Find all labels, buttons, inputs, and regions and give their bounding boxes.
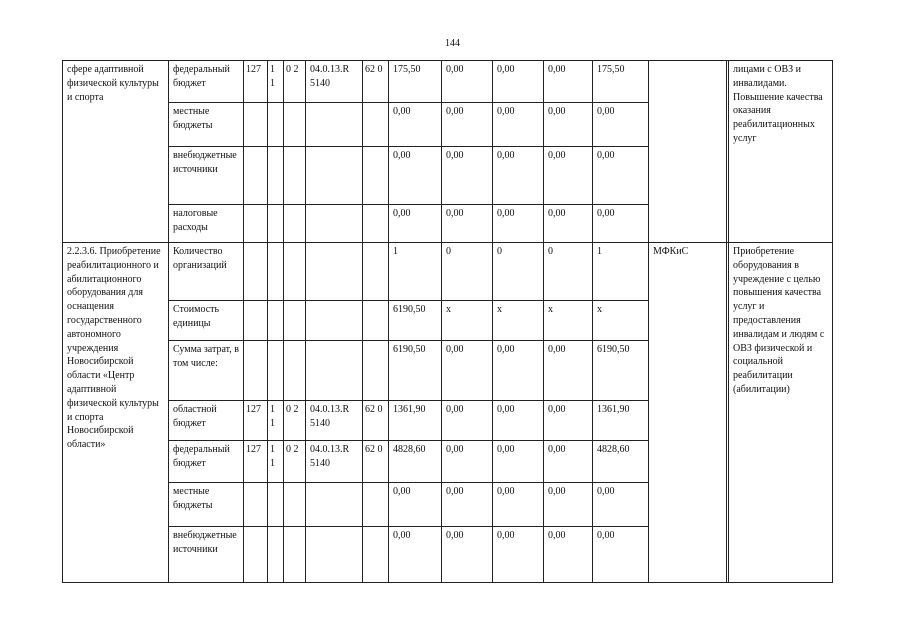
- table-cell: 6190,50: [389, 301, 442, 341]
- table-cell: [306, 527, 363, 583]
- table-cell: 4828,60: [389, 441, 442, 483]
- table-cell: [284, 147, 306, 205]
- table-cell: 0,00: [389, 527, 442, 583]
- table-cell: 127: [244, 401, 268, 441]
- table-cell: [244, 527, 268, 583]
- table-cell: [244, 483, 268, 527]
- table-cell: [244, 147, 268, 205]
- table-cell: [284, 527, 306, 583]
- table-cell: [268, 147, 284, 205]
- table-cell: 1 1: [268, 61, 284, 103]
- table-cell: местные бюджеты: [169, 483, 244, 527]
- table-cell: 175,50: [593, 61, 649, 103]
- table-cell: 0,00: [442, 205, 493, 243]
- table-cell: 1 1: [268, 401, 284, 441]
- table-cell: 0,00: [544, 483, 593, 527]
- table-cell: 0,00: [544, 61, 593, 103]
- table-cell: 0 2: [284, 441, 306, 483]
- table-cell: [306, 205, 363, 243]
- table-cell: х: [493, 301, 544, 341]
- table-cell: 0,00: [493, 441, 544, 483]
- table-cell: 1361,90: [593, 401, 649, 441]
- table-cell: 1: [389, 243, 442, 301]
- table-cell: [363, 147, 389, 205]
- table-cell: Приобретение оборудования в учреждение с целью повышения качества услуг и предоставления инвалидам и людям с ОВЗ физической и социальной реабилитации (абилитации): [729, 243, 833, 583]
- table-cell: х: [544, 301, 593, 341]
- table-cell: [244, 301, 268, 341]
- table-cell: [284, 243, 306, 301]
- table-cell: [284, 103, 306, 147]
- table-cell: 62 0: [363, 61, 389, 103]
- table-cell: 0 2: [284, 61, 306, 103]
- table-cell: 0,00: [442, 103, 493, 147]
- table-cell: [306, 301, 363, 341]
- table-cell: [306, 483, 363, 527]
- table-cell: [244, 205, 268, 243]
- table-cell: 0,00: [442, 483, 493, 527]
- table-cell: областной бюджет: [169, 401, 244, 441]
- table-cell: 0,00: [442, 147, 493, 205]
- table-cell: 0,00: [544, 205, 593, 243]
- table-cell: 0,00: [493, 527, 544, 583]
- table-cell: [268, 301, 284, 341]
- table-cell: [244, 341, 268, 401]
- table-cell: лицами с ОВЗ и инвалидами. Повышение качества оказания реабилитационных услуг: [729, 61, 833, 243]
- table-cell: 1 1: [268, 441, 284, 483]
- table-cell: 0: [544, 243, 593, 301]
- table-cell: 0,00: [389, 205, 442, 243]
- table-cell: [363, 301, 389, 341]
- table-cell: [268, 483, 284, 527]
- table-cell: 0,00: [493, 147, 544, 205]
- table-cell: федеральный бюджет: [169, 441, 244, 483]
- table-cell: [649, 61, 727, 243]
- table-cell: [363, 341, 389, 401]
- table-cell: 0,00: [442, 61, 493, 103]
- table-cell: 2.2.3.6. Приобретение реабилитационного и абилитационного оборудования для оснащения государственного автономного учреждения Новосибирской области «Центр адаптивной физической культуры и спорта Новосибирской области»: [63, 243, 169, 583]
- table-cell: [306, 103, 363, 147]
- table-cell: 0,00: [544, 441, 593, 483]
- table-cell: 127: [244, 441, 268, 483]
- table-cell: Стоимость единицы: [169, 301, 244, 341]
- table-cell: 04.0.13.R 5140: [306, 401, 363, 441]
- table-cell: [306, 147, 363, 205]
- table-cell: [284, 483, 306, 527]
- table-cell: внебюджетные источники: [169, 147, 244, 205]
- table-cell: 0,00: [493, 61, 544, 103]
- table-cell: 0,00: [593, 483, 649, 527]
- table-cell: 1: [593, 243, 649, 301]
- table-cell: х: [442, 301, 493, 341]
- table-cell: [284, 205, 306, 243]
- table-cell: сфере адаптивной физической культуры и спорта: [63, 61, 169, 243]
- table-cell: 0,00: [544, 401, 593, 441]
- table-cell: [244, 243, 268, 301]
- table-cell: 4828,60: [593, 441, 649, 483]
- table-cell: 6190,50: [389, 341, 442, 401]
- table-cell: Сумма затрат, в том числе:: [169, 341, 244, 401]
- table-cell: 0,00: [544, 341, 593, 401]
- table-cell: [268, 527, 284, 583]
- table-cell: [268, 103, 284, 147]
- table-cell: 175,50: [389, 61, 442, 103]
- table-cell: 0,00: [544, 527, 593, 583]
- table-cell: 0,00: [593, 103, 649, 147]
- table-cell: [306, 243, 363, 301]
- table-cell: 0,00: [493, 483, 544, 527]
- page-number: 144: [445, 38, 460, 49]
- table-cell: 0,00: [544, 103, 593, 147]
- table-cell: [244, 103, 268, 147]
- table-cell: 0,00: [442, 527, 493, 583]
- table-cell: 0,00: [389, 147, 442, 205]
- table-cell: [363, 205, 389, 243]
- table-cell: 0 2: [284, 401, 306, 441]
- budget-table: [62, 60, 833, 583]
- table-cell: 1361,90: [389, 401, 442, 441]
- table-cell: местные бюджеты: [169, 103, 244, 147]
- table-cell: Количество организаций: [169, 243, 244, 301]
- table-cell: внебюджетные источники: [169, 527, 244, 583]
- table-cell: 0,00: [389, 483, 442, 527]
- table-cell: 0,00: [493, 103, 544, 147]
- table-cell: 0,00: [493, 401, 544, 441]
- table-cell: х: [593, 301, 649, 341]
- table-cell: 0,00: [544, 147, 593, 205]
- table-row: [63, 61, 833, 103]
- table-cell: 0,00: [593, 527, 649, 583]
- table-cell: [363, 103, 389, 147]
- table-cell: [284, 341, 306, 401]
- table-cell: 0,00: [493, 341, 544, 401]
- table-cell: 04.0.13.R 5140: [306, 61, 363, 103]
- table-cell: [363, 527, 389, 583]
- table-cell: [284, 301, 306, 341]
- table-cell: [363, 243, 389, 301]
- table-cell: [363, 483, 389, 527]
- table-cell: 04.0.13.R 5140: [306, 441, 363, 483]
- table-cell: 6190,50: [593, 341, 649, 401]
- table-cell: 0,00: [593, 205, 649, 243]
- table-cell: МФКиС: [649, 243, 727, 583]
- table-cell: 0,00: [442, 441, 493, 483]
- table-row: [63, 243, 833, 301]
- table-cell: [268, 205, 284, 243]
- table-cell: 0,00: [389, 103, 442, 147]
- table-cell: [268, 341, 284, 401]
- table-cell: 62 0: [363, 441, 389, 483]
- table-cell: [268, 243, 284, 301]
- table-cell: 0,00: [442, 401, 493, 441]
- table-cell: 0: [442, 243, 493, 301]
- table-cell: 0,00: [593, 147, 649, 205]
- table-cell: 62 0: [363, 401, 389, 441]
- table-cell: 127: [244, 61, 268, 103]
- table-cell: 0,00: [442, 341, 493, 401]
- table-cell: федеральный бюджет: [169, 61, 244, 103]
- table-cell: [306, 341, 363, 401]
- table-cell: 0: [493, 243, 544, 301]
- table-cell: 0,00: [493, 205, 544, 243]
- table-cell: налоговые расходы: [169, 205, 244, 243]
